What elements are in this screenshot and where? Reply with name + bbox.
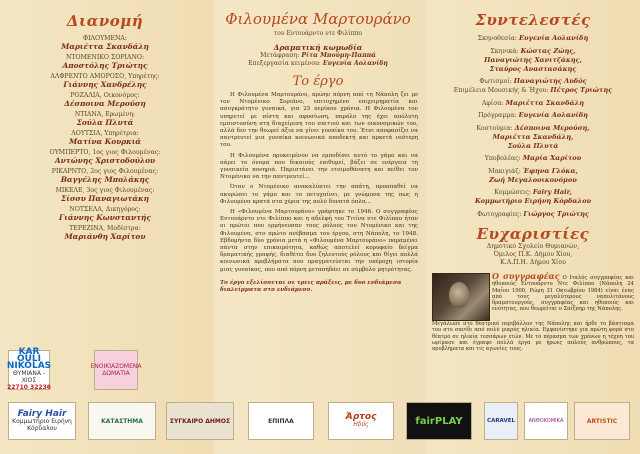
crew-entry	[426, 77, 640, 86]
crew-role: Υποβολέας:	[484, 155, 521, 162]
crew-name: Ευγενία Αολανίδη	[518, 34, 589, 42]
cast-entry	[0, 187, 210, 203]
editing-line	[212, 60, 424, 68]
sponsor-name: KAR OULI NIKOLAS	[6, 347, 52, 371]
crew-role: Μακιγιάζ:	[488, 167, 521, 175]
sponsor-name: Άρτος	[345, 412, 377, 422]
cast-entry	[0, 225, 210, 241]
cast-role: ΜΙΚΕΛΕ, 3ος γιος Φιλουμένας:	[55, 187, 155, 194]
crew-name: Ευγενία Αολανίδη	[518, 111, 588, 119]
crew-role: Κομμώσεις:	[494, 189, 531, 196]
crew-role: Επιμέλεια Μουσικής & Ήχου:	[453, 87, 549, 94]
portrait-face	[449, 282, 469, 308]
translation-line	[212, 52, 424, 60]
sponsor-logo-caravel	[484, 402, 518, 440]
cast-role: ΟΥΜΠΕΡΤΟ, 1ος γιος Φιλουμένας:	[49, 149, 161, 156]
sponsor-name: Fairy Hair	[17, 408, 67, 419]
crew-role: Αφίσα:	[481, 99, 504, 107]
cast-list	[0, 35, 210, 241]
thanks-line: Όμιλος Π.Κ. Δήμου Χίου,	[493, 250, 573, 258]
crew-name: Fairy Hair,	[532, 188, 572, 196]
cast-actor: Αντώνης Χριστοδούλου	[54, 156, 156, 165]
play-author-line: του Εντουάρντο ντε Φιλίππο	[273, 30, 363, 37]
crew-name: Παναγιώτης Λυδός	[513, 77, 587, 85]
sponsor-name: ΣΥΓΚΑΙΡΟ ΔΗΜΟΣ	[169, 417, 231, 425]
crew-name: Μαρία Χαρίτου	[522, 154, 582, 162]
cast-actor: Σούλα Πλυτά	[76, 118, 134, 127]
sponsor-name: fairPLAY	[415, 415, 463, 427]
cast-entry	[0, 111, 210, 127]
cast-entry	[0, 73, 210, 89]
cast-role: ΑΛΦΡΕΝΤΟ ΑΜΟΡΟΣΟ, Υπηρέτης:	[50, 73, 160, 80]
crew-name: Παναγιώτης Χανιτζάκης,	[484, 55, 582, 64]
crew-name: Έφηνα Γλόκα,	[522, 166, 578, 175]
thanks-line: Δημοτικό Σχολείο Θυμιανών,	[486, 242, 580, 250]
sponsor-logo-fairplay	[406, 402, 472, 440]
cast-role: ΛΟΥΤΣΙΑ, Υπηρέτρια:	[71, 130, 139, 137]
crew-entry	[426, 124, 640, 133]
sponsor-name: ARTISTIC	[586, 417, 618, 425]
crew-entry	[426, 154, 640, 163]
crew-name: Μαριέττα Σκανδάλη	[505, 98, 585, 107]
crew-name: Μαριέττα Σκανδάλη,	[492, 132, 574, 141]
cast-actor: Δέσποινα Μερούση	[64, 99, 146, 108]
cast-heading: Διανομή	[66, 12, 144, 30]
crew-name: Δέσποινα Μερούση,	[514, 123, 590, 132]
crew-entry	[426, 99, 640, 108]
sponsor-name: ΑΝΘΟΚΟΜΙΚΑ	[528, 417, 564, 424]
crew-entry	[426, 188, 640, 197]
cast-role: ΡΙΚΑΡΝΤΟ, 2ος γιος Φιλουμένας:	[51, 168, 159, 175]
cast-role: ΤΕΡΕΖΙΝΑ, Μοδίστρα:	[69, 225, 141, 232]
play-genre: Δραματική κωμωδία	[273, 43, 363, 52]
thanks-heading: Ευχαριστίες	[476, 224, 590, 243]
cast-role: ΦΙΛΟΥΜΕΝΑ:	[83, 35, 127, 42]
sponsor-line: ΘΥΜΙΑΝΑ - ΧΙΟΣ	[12, 370, 46, 384]
author-bio-continued: Μεγάλωσε στο θεατρικό περιβάλλον της Νάπολης και ήρθε το βάπτισμα του στο σανίδι από πολύ μικρός ηλικία. Εμφανίστηκε για πρώτη φορά στο θέατρο σε ηλικία τεσσάρων ετών. Με το πέρασμα των χρόνων η τέχνη του ωρίμασε και έγραψε πολλά έργα με ήρωες απλούς ανθρώπους, τα προβλήματα και τις αγωνίες τους.	[432, 321, 634, 353]
cast-entry	[0, 168, 210, 184]
sponsor-name: CARAVEL	[487, 417, 515, 424]
acts-note: Το έργο εξελίσσεται σε τρεις πράξεις, με δυο ενδιάμεσα διαλείμματα στο ενδιάμεσο.	[220, 279, 402, 293]
crew-role: Σκηνικά:	[490, 47, 519, 55]
author-section	[432, 273, 634, 352]
crew-entry	[426, 34, 640, 43]
crew-role: Σκηνοθεσία:	[477, 35, 518, 42]
crew-role: Φωτογραφίες:	[477, 210, 522, 218]
editing-label: Επεξεργασία κειμένου:	[248, 60, 321, 67]
cast-actor: Γιάννης Κωνσταντής	[59, 213, 151, 222]
cast-role: ΝΤΙΑΝΑ, Ερωμένη:	[74, 111, 136, 118]
sponsor-logo-artistic	[574, 402, 630, 440]
crew-name: Σταύρος Αναστασάκης	[489, 64, 577, 73]
cast-actor: Σίσσυ Παναγιωτάκη	[61, 194, 149, 203]
sponsor-logo-furniture	[248, 402, 314, 440]
play-title: Φιλουμένα Μαρτουράνο	[225, 10, 411, 28]
crew-entry	[426, 111, 640, 120]
sponsor-line: Κομμωτήριο Ειρήνη Κόρδαλου	[12, 417, 72, 432]
cast-entry	[0, 54, 210, 70]
sponsor-name: ΚΑΤΑΣΤΗΜΑ	[101, 417, 143, 425]
translation-label: Μετάφραση:	[260, 52, 300, 59]
crew-name: Γιώργος Τριώτης	[523, 209, 589, 218]
crew-name: Κομμωτήριο Ειρήνη Κόρδαλου	[474, 197, 592, 205]
sponsor-logo-store	[88, 402, 156, 440]
sponsor-line: Ηδύς	[353, 421, 369, 428]
cast-role: ΝΤΟΜΕΝΙΚΟ ΣΟΡΙΑΝΟ:	[65, 54, 145, 61]
cast-actor: Ματίνα Κουρκιά	[68, 137, 141, 146]
crew-name: Ζωή Μεγαλοοικονόμου	[489, 175, 577, 184]
sponsor-logo-rooms	[90, 350, 142, 390]
thanks-line: Κ.Α.Π.Η. Δήμου Χίου	[500, 258, 566, 266]
cast-role: ΡΟΖΑΛΙΑ, Οικονόμος:	[70, 92, 140, 99]
sponsor-logo-artos	[328, 402, 394, 440]
cast-actor: Βαγγέλης Μπολάκης	[60, 175, 150, 184]
crew-heading: Συντελεστές	[475, 11, 591, 29]
sponsor-logo-karouli	[6, 347, 52, 391]
author-lead: Ο συγγραφέας	[492, 271, 560, 281]
synopsis-paragraph: Η «Φιλουμένα Μαρτουράνο» γράφτηκε το 1946. Ο συγγραφέας Εντουάρντο ντε Φιλίππο και η αδελφή του Τιτίνα ντε Φιλίππο ήταν οι πρώτοι που ερμήνευσαν τους ρόλους του Ντομένικο και της Φιλουμένα, στο πρώτο ανέβασμα του έργου, στη Νάπολη, το 1948. Εβδομήντα δύο χρόνια μετά η «Φιλουμένα Μαρτουράνο» παραμένει πάντα στην επικαιρότητα, καθώς αποτελεί κορυφαίο δείγμα δραματικής γραφής, διαθέτει δυο ζηλευτούς ρόλους και θίγει πολλά κοινωνικά προβλήματα που πραγματεύεται την υπέροχη ιστορία μιας γυναίκας, που από πόρνη μεταπηδάει σε σύμβολο μητρότητας.	[220, 209, 418, 273]
crew-name: Πέτρος Τριώτης	[550, 86, 613, 94]
cast-actor: Μαριάνθη Χαρίτου	[64, 232, 146, 241]
crew-entry	[426, 86, 640, 95]
author-bio-text: Ο Ιταλός συγγραφέας και ηθοποιός Εντουάρντο Ντε Φιλίππο (Νάπολη 24 Μαΐου 1900, Ρώμη 31 Οκτωβρίου 1984) είναι ένας από τους μεγαλύτερους ναπολιτάνους δραματουργούς, συγγραφέας και ηθοποιός και ενότητας, που θεωρείται ο Σαίξπηρ της Νάπολης.	[492, 275, 634, 313]
synopsis-paragraph: Όταν ο Ντομένικο ανακαλύπτει την απάτη, προσπαθεί να ακυρώσει το γάμο και το πετυχαίνει, με γνώμονα της πως η Φιλουμένα κρατά στα χέρια της πολύ δυνατά όπλα...	[220, 184, 418, 205]
crew-role: Φωτισμοί:	[479, 78, 512, 85]
author-portrait	[432, 273, 490, 321]
cast-entry	[0, 92, 210, 108]
sponsor-name: ΕΝΟΙΚΙΑΖΟΜΕΝΑ ΔΩΜΑΤΙΑ	[90, 363, 142, 377]
crew-entry	[426, 47, 640, 56]
cast-entry	[0, 149, 210, 165]
crew-entry	[426, 167, 640, 176]
cast-actor: Αποστόλης Τριώτης	[62, 61, 148, 70]
crew-name: Κώστας Ζώης,	[520, 46, 576, 55]
crew-role: Κοστούμια:	[476, 124, 513, 132]
crew-role: Πρόγραμμα:	[478, 112, 517, 119]
cast-entry	[0, 206, 210, 222]
sponsor-phone: 22710 32236	[7, 384, 51, 391]
cast-role: ΝΟΤΣΕΛΑ, Δικηγόρος:	[69, 206, 141, 213]
cast-actor: Μαριέττα Σκανδάλη	[61, 42, 149, 51]
translation-name: Ρίτα Μπούμη-Παππά	[301, 52, 376, 59]
cast-entry	[0, 130, 210, 146]
sponsor-logo-flowers	[524, 402, 568, 440]
cast-actor: Γιάννης Χανδρέλης	[63, 80, 147, 89]
synopsis-paragraph: Η Φιλουμένα Μαρτουράνο, πρώην πόρνη από τη Νάπολη ζει με τον Ντομένικο Σοριάνο, επιτυχημένο επιχειρηματία και ασυγκράτητο γυναικά, για 25 περίπου χρόνια. Η Φιλουμένα τον υπηρετεί με πίστη και αφοσίωση, παρόλο της έχει απόλυτη εμπιστοσύνη στη διαχείριση του σπιτιού και των οικονομικών του, αλλά δεν την θεωρεί άξια να γίνει γυναίκα του. Έτσι αποφασίζει να παντρευτεί μια γυναίκα κοινωνικά αποδεκτή και αρκετά νεότερη του.	[220, 92, 418, 149]
sponsor-strip	[0, 347, 640, 454]
cast-entry	[0, 35, 210, 51]
synopsis-paragraph: Η Φιλουμένα προκειμένου να εμποδίσει αυτό το γάμο και να πάρει το όνομα που δικαιούς επιθυμεί, βάζει σε ενέργεια τη γυναικεία πονηριά. Παριστάνει την ετοιμοθάνατη και πείθει τον Ντομένικο να την παντρευτεί...	[220, 152, 418, 181]
crew-list	[426, 34, 640, 219]
editing-name: Ευγενία Αολανίδη	[322, 60, 388, 67]
play-section-heading: Το έργο	[292, 74, 344, 89]
sponsor-name: ΕΠΙΠΛΑ	[268, 417, 294, 425]
sponsor-logo-fairy-hair	[8, 402, 76, 440]
sponsor-logo-municipal	[166, 402, 234, 440]
crew-name: Σούλα Πλυτά	[507, 141, 559, 150]
crew-entry	[426, 210, 640, 219]
